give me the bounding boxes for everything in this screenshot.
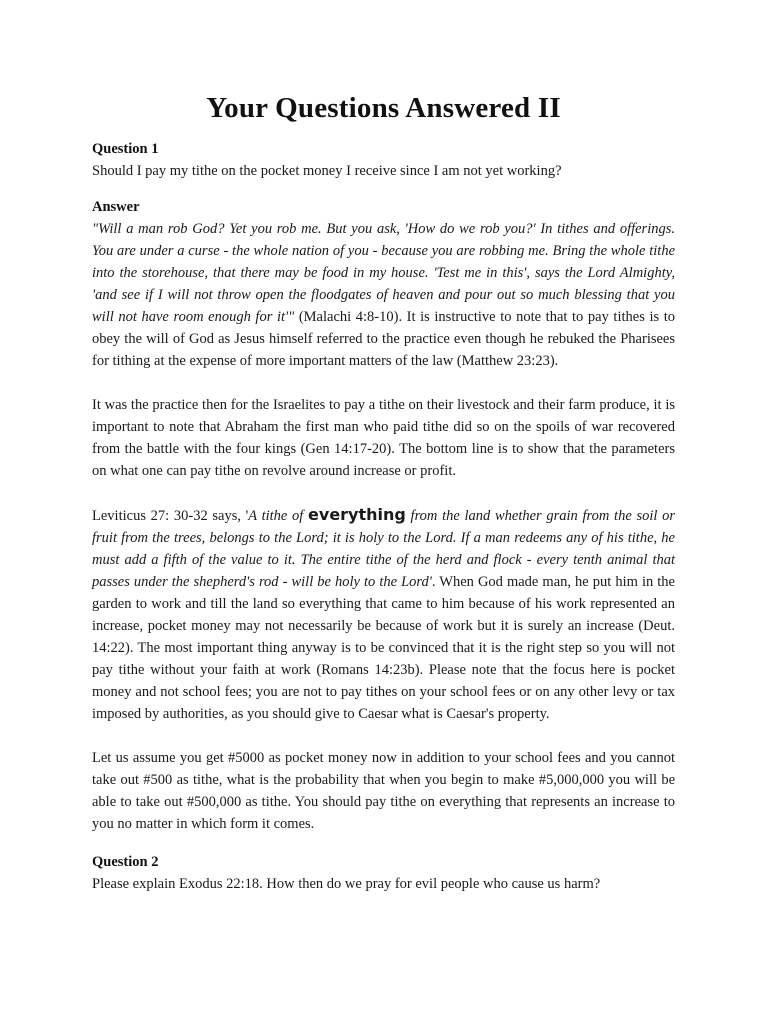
paragraph-gap (92, 482, 675, 504)
leviticus-intro: Leviticus 27: 30-32 says, ' (92, 508, 249, 524)
page-title: Your Questions Answered II (206, 92, 561, 124)
emphasized-word: everything (308, 505, 406, 524)
question-1-text: Should I pay my tithe on the pocket money I receive since I am not yet working? (92, 163, 562, 179)
question-2-text: Please explain Exodus 22:18. How then do we pray for evil people who cause us harm? (92, 876, 601, 892)
document-page (92, 92, 675, 895)
leviticus-quote-start: A tithe of (248, 508, 309, 524)
question-1-label: Question 1 (92, 141, 159, 157)
answer-paragraph-3 (92, 504, 675, 725)
answer-paragraph-1-text: (Malachi 4:8-10). It is instructive to note that to pay tithes is to obey the will of God as Jesus himself referred to the practice even though he rebuked the Pharisees for tithing at the expense of more important matters of the law (Matthew 23:23). (92, 309, 676, 369)
answer-label: Answer (92, 199, 140, 215)
answer-paragraph-1 (92, 218, 675, 372)
answer-paragraph-4: Let us assume you get #5000 as pocket money now in addition to your school fees and you cannot take out #500 as tithe, what is the probability that when you begin to make #5,000,000 you will be able to take out #500,000 as tithe. You should pay tithe on everything that represents an increase to you no matter in which form it comes. (92, 750, 675, 832)
answer-paragraph-3-text: . When God made man, he put him in the garden to work and till the land so everything that came to him because of his work represented an increase, pocket money may not necessarily be because of work but it is surely an increase (Deut. 14:22). The most important thing anyway is to be convinced that it is the right step so you will not pay tithe without your faith at work (Romans 14:23b). Please note that the focus here is pocket money and not school fees; you are not to pay tithes on your school fees or on any other levy or tax imposed by authorities, as you should give to Caesar what is Caesar's property. (92, 574, 675, 722)
leviticus-quote-end: from the land whether grain from the soil or fruit from the trees, belongs to the Lord; it is holy to the Lord. If a man redeems any of his tithe, he must add a fifth of the value to it. The entire tithe of the herd and flock - every tenth animal that passes under the shepherd's rod - will be holy to the Lord' (92, 508, 675, 590)
paragraph-gap (92, 725, 675, 747)
malachi-quote: "Will a man rob God? Yet you rob me. But you ask, 'How do we rob you?' In tithes and offerings. You are under a curse - the whole nation of you - because you are robbing me. Bring the whole tithe into the storehouse, that there may be food in my house. 'Test me in this', says the Lord Almighty, 'and see if I will not throw open the floodgates of heaven and pour out so much blessing that you will not have room enough for it'" (92, 221, 675, 325)
answer-paragraph-2: It was the practice then for the Israelites to pay a tithe on their livestock and their farm produce, it is important to note that Abraham the first man who paid tithe did so on the spoils of war recovered from the battle with the four kings (Gen 14:17-20). The bottom line is to show that the parameters on what one can pay tithe on revolve around increase or profit. (92, 397, 675, 479)
paragraph-gap (92, 372, 675, 394)
paragraph-gap (92, 835, 675, 852)
question-2-label: Question 2 (92, 854, 159, 870)
